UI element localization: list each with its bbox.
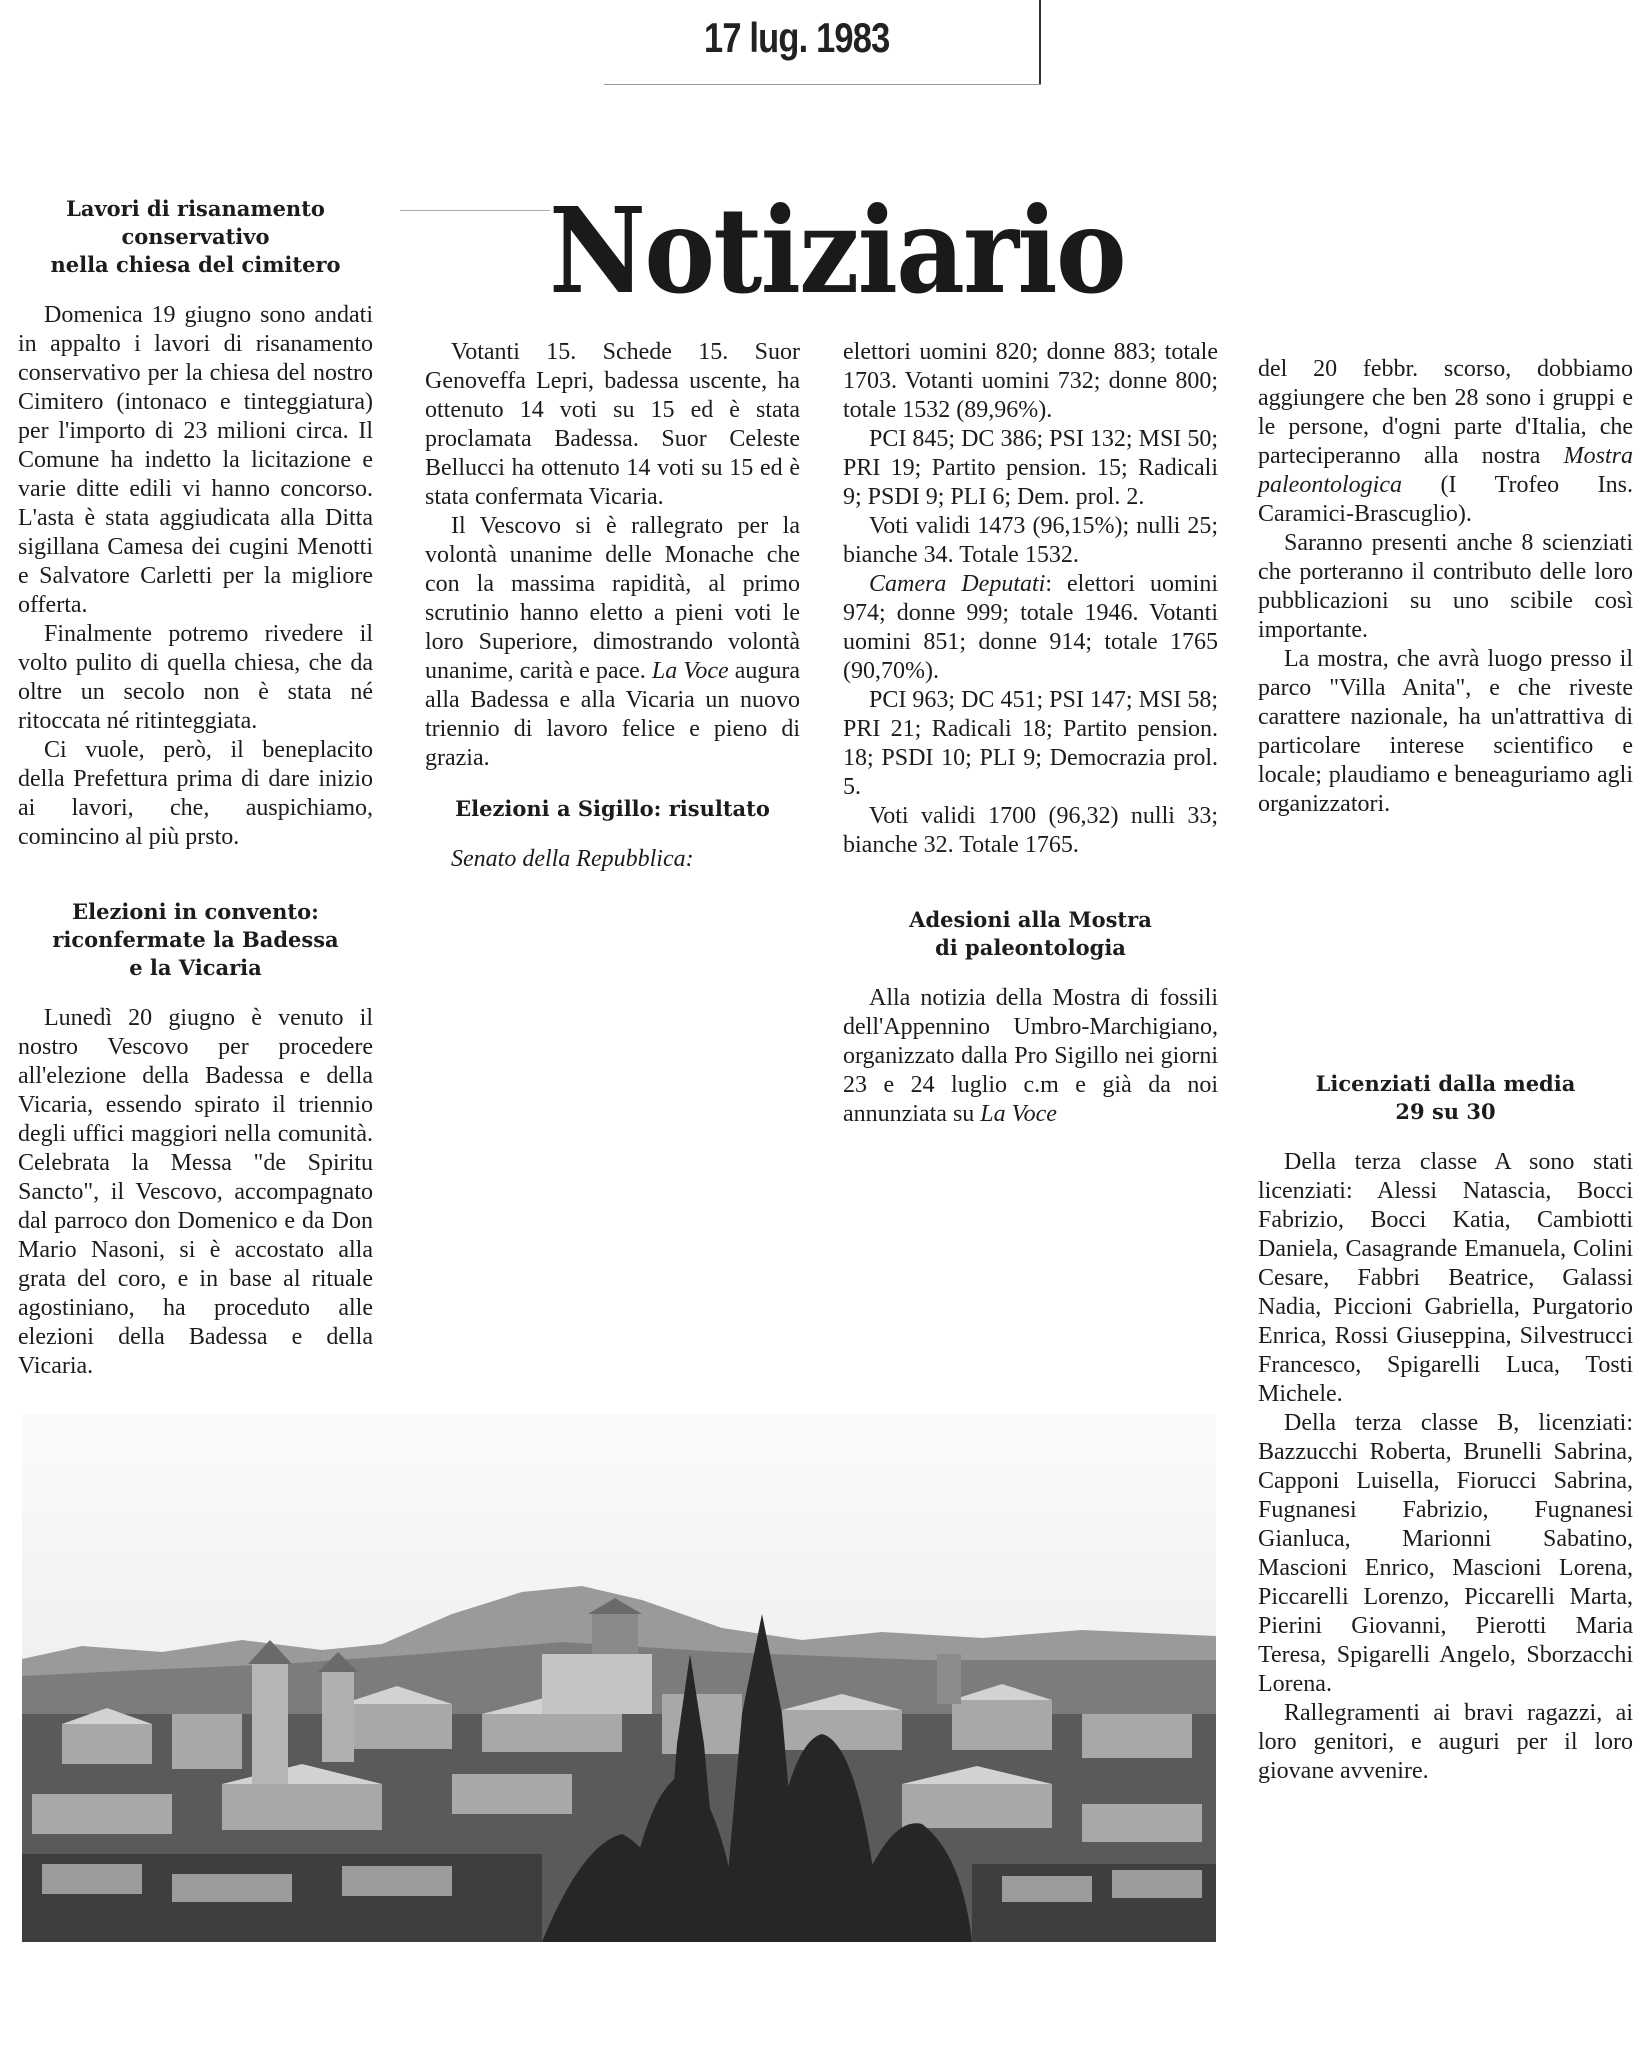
title-line: Lavori di risanamento xyxy=(66,196,325,221)
masthead xyxy=(549,181,1260,320)
article-elezioni-title: Elezioni a Sigillo: risultato xyxy=(455,796,770,821)
text-run: Alla notizia della Mostra di fossili dell'Appennino Umbro-Marchigiano, organizzato dalla Pro Sigillo nei giorni 23 e 24 luglio c.m e già da noi annunziata su xyxy=(843,985,1218,1127)
column-4 xyxy=(1258,355,1633,819)
article-paragraph: Lunedì 20 giugno è venuto il nostro Vescovo per procedere all'elezione della Badessa e della Vicaria, essendo spirato il triennio degli uffici maggiori nella comunità. Celebrata la Messa "de Spiritu Sancto", il Vescovo, accompagnato dal parroco don Domenico e da Don Mario Nasoni, si è accostato alla grata del coro, e in base al rituale agostiniano, ha proceduto alle elezioni della Badessa e della Vicaria. xyxy=(18,1005,373,1379)
exhibition-name: Mostra paleontologica xyxy=(1258,443,1634,498)
article-paragraph xyxy=(425,512,800,773)
text-run: : elettori uomini 974; donne 999; totale 1946. Votanti uomini 851; donne 914; totale 1765 (90,70%). xyxy=(843,571,1219,684)
article-paragraph: Ci vuole, però, il beneplacito della Prefettura prima di dare inizio ai lavori, che, auspichiamo, comincino al più prsto. xyxy=(18,737,373,850)
article-paragraph: Finalmente potremo rivedere il volto pulito di quella chiesa, che da oltre un secolo non è stata né ritoccata né ritinteggiata. xyxy=(18,621,373,734)
article-convento-title xyxy=(18,898,373,982)
town-panorama-photo xyxy=(22,1414,1216,1942)
article-paragraph: La mostra, che avrà luogo presso il parco "Villa Anita", e che riveste carattere nazionale, ha un'attrattiva di particolare interese scientifico e locale; plaudiamo e beneaguriamo agli organizzatori. xyxy=(1258,646,1633,817)
article-licenziati-title xyxy=(1258,1070,1633,1126)
article-paragraph: Della terza classe B, licenziati: Bazzucchi Roberta, Brunelli Sabrina, Capponi Luisella, Fiorucci Sabrina, Fugnanesi Fabrizio, Fugnanesi Gianluca, Marionni Sabatino, Mascioni Enrico, Mascioni Lorena, Piccarelli Lorenzo, Piccarelli Marta, Pierini Giovanni, Pierotti Maria Teresa, Spigarelli Angelo, Sborzacchi Lorena. xyxy=(1258,1410,1633,1697)
column-1 xyxy=(18,195,373,1381)
senato-results: elettori uomini 820; donne 883; totale 1703. Votanti uomini 732; donne 800; totale 1532 (89,96%). xyxy=(843,339,1218,423)
masthead-title: Notiziario xyxy=(549,181,1125,320)
spacer xyxy=(425,823,800,845)
article-paragraph: Domenica 19 giugno sono andati in appalto i lavori di risanamento conservativo per la chiesa del nostro Cimitero (intonaco e tinteggiatura) per l'importo di 23 milioni circa. Il Comune ha indetto la licitazione e varie ditte edili vi hanno concorso. L'asta è stata aggiudicata alla Ditta sigillana Camesa dei cugini Menotti e Salvatore Carletti per la migliore offerta. xyxy=(18,302,373,618)
newspaper-name: La Voce xyxy=(651,658,729,684)
camera-validi: Voti validi 1700 (96,32) nulli 33; bianche 32. Totale 1765. xyxy=(843,803,1218,858)
senato-validi: Voti validi 1473 (96,15%); nulli 25; bianche 34. Totale 1532. xyxy=(843,513,1218,568)
title-line: di paleontologia xyxy=(935,935,1126,960)
article-mostra-title xyxy=(843,906,1218,962)
spacer xyxy=(843,860,1218,906)
masthead-rule xyxy=(400,210,550,211)
article-paragraph xyxy=(1258,355,1633,529)
spacer xyxy=(18,852,373,898)
camera-results xyxy=(843,570,1218,686)
column-4-lower xyxy=(1258,1070,1633,1786)
text-run: del 20 febbr. scorso, dobbiamo aggiungere che ben 28 sono i gruppi e le persone, d'ogni parte d'Italia, che parteciperanno alla nostra xyxy=(1258,356,1633,469)
title-line: conservativo xyxy=(121,224,270,249)
title-line: Adesioni alla Mostra xyxy=(909,907,1152,932)
column-3 xyxy=(843,338,1218,1129)
town-panorama-image xyxy=(22,1414,1216,1942)
title-line: 29 su 30 xyxy=(1395,1099,1496,1124)
title-line: Licenziati dalla media xyxy=(1315,1071,1576,1096)
stamp-divider xyxy=(1039,0,1041,84)
article-paragraph: Votanti 15. Schede 15. Suor Genoveffa Lepri, badessa uscente, ha ottenuto 14 voti su 15 ed è stata proclamata Badessa. Suor Celeste Bellucci ha ottenuto 14 voti su 15 ed è stata confermata Vicaria. xyxy=(425,339,800,510)
stamp-date: 17 lug. 1983 xyxy=(704,14,890,61)
date-stamp xyxy=(604,0,1041,84)
text-run: augura alla Badessa e alla Vicaria un nuovo triennio di lavoro felice e pieno di grazia. xyxy=(425,658,801,771)
article-paragraph: Saranno presenti anche 8 scienziati che porteranno il contributo delle loro pubblicazioni su uno scibile così importante. xyxy=(1258,530,1633,643)
spacer xyxy=(18,982,373,1004)
spacer xyxy=(18,279,373,301)
article-paragraph: Della terza classe A sono stati licenziati: Alessi Natascia, Bocci Fabrizio, Bocci Katia, Cambiotti Daniela, Casagrande Emanuela, Colini Cesare, Fabbri Beatrice, Galassi Nadia, Piccioni Gabriella, Purgatorio Enrica, Rossi Giuseppina, Silvestrucci Francesco, Spigarelli Luca, Tosti Michele. xyxy=(1258,1149,1633,1407)
senato-label xyxy=(425,845,800,874)
title-line: riconfermate la Badessa xyxy=(52,927,339,952)
camera-label: Camera Deputati xyxy=(869,571,1046,597)
stamp-underline xyxy=(604,84,1041,85)
column-2 xyxy=(425,338,800,874)
text-run: Il Vescovo si è rallegrato per la volontà unanime delle Monache che con la massima rapidità, al primo scrutinio hanno eletto a pieni voti le loro Superiore, dimostrando volontà unanime, carità e pace. xyxy=(425,513,800,684)
article-paragraph: Rallegramenti ai bravi ragazzi, ai loro genitori, e auguri per il loro giovane avvenire. xyxy=(1258,1700,1633,1784)
title-line: e la Vicaria xyxy=(129,955,262,980)
newspaper-name: La Voce xyxy=(980,1101,1057,1127)
senato-label-text: Senato della Repubblica: xyxy=(451,846,694,872)
spacer xyxy=(1258,1126,1633,1148)
text-run: (I Trofeo Ins. Caramici-Brascuglio). xyxy=(1258,472,1633,527)
spacer xyxy=(425,773,800,795)
article-cimitero-title xyxy=(18,195,373,279)
senato-parties: PCI 845; DC 386; PSI 132; MSI 50; PRI 19; Partito pension. 15; Radicali 9; PSDI 9; PLI 6; Dem. prol. 2. xyxy=(843,426,1218,510)
title-line: Elezioni in convento: xyxy=(72,899,319,924)
article-paragraph xyxy=(843,984,1218,1129)
camera-parties: PCI 963; DC 451; PSI 147; MSI 58; PRI 21; Radicali 18; Partito pension. 18; PSDI 10; PLI 9; Democrazia prol. 5. xyxy=(843,687,1218,800)
title-line: nella chiesa del cimitero xyxy=(50,252,341,277)
spacer xyxy=(843,962,1218,984)
